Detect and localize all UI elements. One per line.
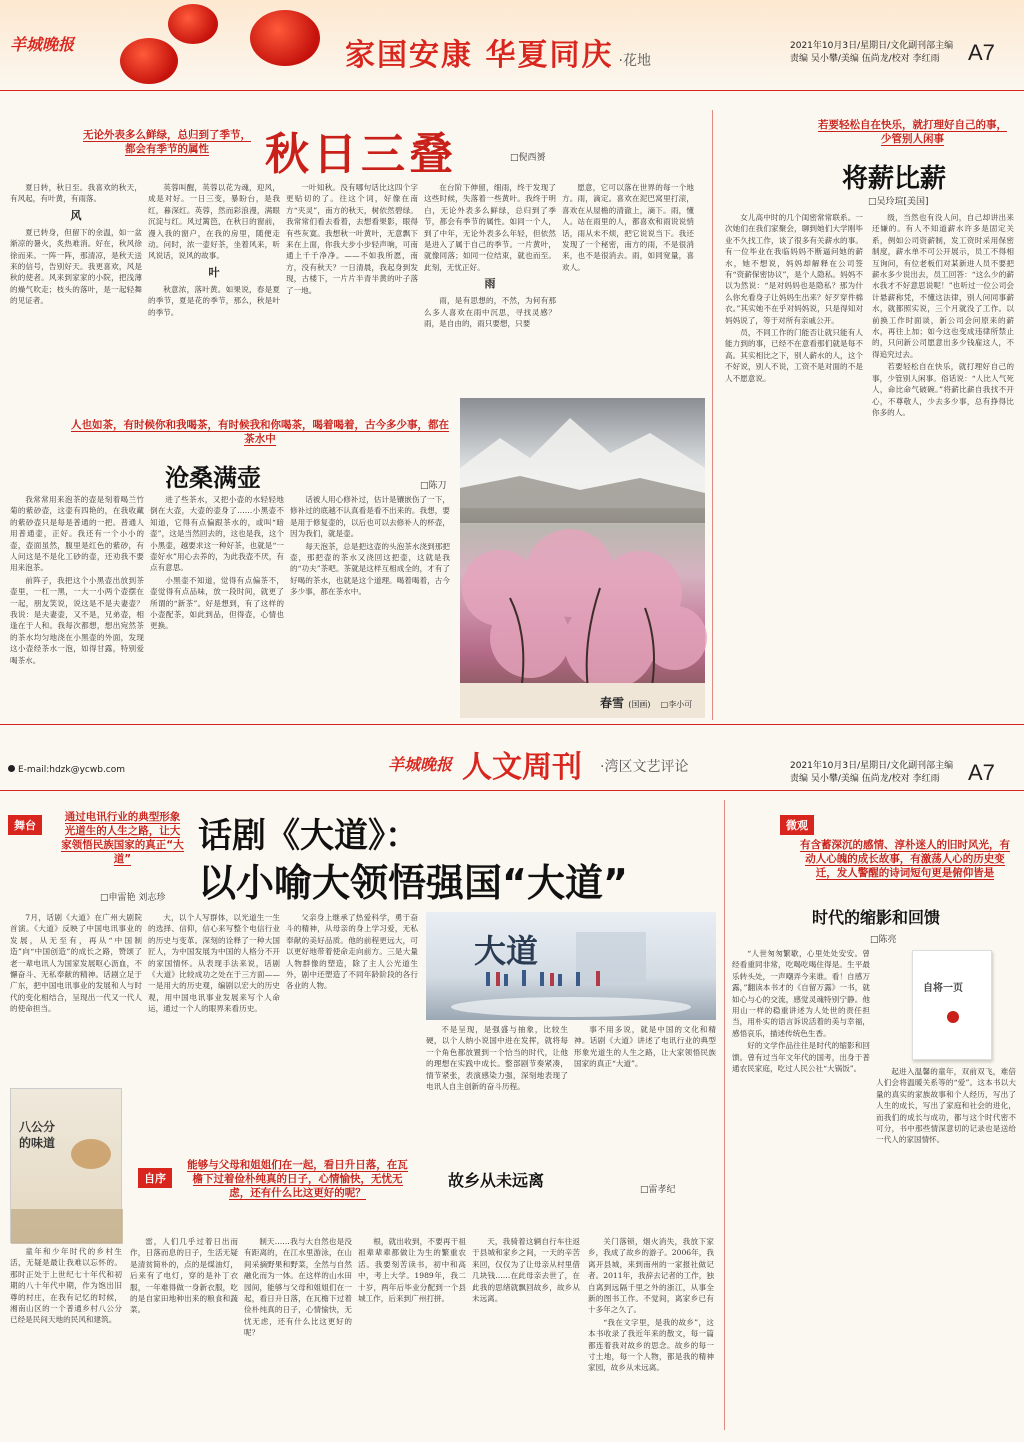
hometown-col-3: 制天……我与大自然也是没有距离的，在江水里游泳，在山间采摘野果和野菜，全然与自然融化而为一体。在这样的山水田园间，能够与父母和姐姐们在一起，看日升日落，在瓦檐下过着俭朴纯真的日子，心情愉快，无忧无虑，还有什么比这更好的呢？ (244, 1237, 352, 1338)
drama-tag: 舞台 (8, 815, 42, 835)
autumn-title: 秋日三叠 (265, 129, 457, 180)
micro-book-title: 自将一页 (923, 983, 963, 994)
teapot-col-2: 进了些茶水，又把小壶的水轻轻地倒在大壶，大壶的壶身了……小黑壶不知道，它得有点偏跟茶水的，或叫“暗壶”，这是当然回去的，这也是我，这个小黑壶，越要求这一种好茶，也就是“一壶好水”用心去养的，为此我壶不厌，有点有意思。 小黑壶不知道，觉得有点偏茶不，壶觉得有点品味，放一段时间，就更了所谓的“新茶”。好是想到，有了这样的小壶配茶，如此到品，但得壶，心情也更换。 (150, 495, 284, 631)
teapot-author: □陈刀 (420, 481, 447, 491)
micro-book-cover (912, 950, 992, 1060)
teapot-lede: 人也如茶，有时候你和我喝茶，有时候我和你喝茶，喝着喝着，古今多少事，都在茶水中 (71, 419, 449, 445)
teapot-col-1: 我常常用来泡茶的壶是刻着喝兰竹菊的紫砂壶，这壶有四艳的，在我收藏的紫砂壶只是每是普通的一把。普通人用普通壶，正好。我还有一个小小的壶，壶面虽然，腹里是红色的紫砂，有人问这是不是化工砂的壶，还劝我不要用来泡茶。 前阵子，我把这个小黑壶出放到茶壶里，一杠一黑，一大一小两个壶摆在一起，朋友笑说，说这是不是夫妻壶？我说：是夫妻壶，又不是，兄弟壶，相逢在于人和。我每次都想，想出宛然茶的茶水均匀地浇在小黑壶的外面，发现这小壶经茶水一泡，如得甘露，特别爱喝茶水。 (10, 495, 144, 665)
teapot-col-3: 话被人用心修补过，估计是镶嵌伤了一下，修补过的底越不认真看是看不出来的。我想，要是用于修复壶的，以后也可以去修补人的杯壶，因为我们，就是壶。 每天泡茶，总是把这壶的头泡茶水浇到那把壶，那把壶的茶水又浇回这把壶，这就是我的“功夫”茶吧。茶就是这样互相成全的，才有了好喝的茶水，也就是这个道理。喝着喝着，古今多少事，都在茶水中。 (290, 495, 450, 597)
micro-col-1: “人世匆匆繁歇，心里处处安安。曾经看重同非常，吃喝吃喝住得是。生平最乐转头处，一声嘲弄今来谁。看！自感万露，”翻读本书才的《自留万露》一书，就如心与心的交流，感觉灵魂特别宁静。他用山一样的稳重讲述为人处世的责任担当，用朴实的语言诉说活着的美与幸福，感悟哀乐，描述传统色生香。 好的文学作品往往是时代的缩影和回馈。曾有过当年文年代的国考，出身于普通农民家庭，吃过人民公社“大锅饭”。 (732, 949, 870, 1074)
painting-caption: 春雪 (600, 696, 625, 710)
drama-col-2: 大，以个人写群体，以光道生一生的选择、信仰，信心来写整个电信行业的历史与变革。深刻的诠释了一种大国匠人，为中国发展为中国的人格分不开的家国情怀。从表现手法来说，话剧《大道》比较成功之处在于三方面——一是用大的历史观，编剧以宏大的历史观，用中国电讯事业发展来写个人命运，通过一个人的眼界来看历史。 (148, 913, 280, 1014)
hometown-col-6: 关门落锁，烟火消失，我放下家乡，我成了故乡的游子。2006年，我离开县城，来到南州的一家报社做记者。2011年，我辞去记者的工作，独自离到远隔千里之外的浙江，从事全新的图书工作。不觉间，离家乡已有十多年之久了。 “我在文字里，是我的故乡”，这本书收录了我近年来的散文，每一篇都连着我对故乡的思念。故乡的每一寸土地，每一个人物，都是我的精神家园，故乡从未远离。 (588, 1237, 714, 1373)
drama-col-5: 事不用多说，就是中国的文化和精神。话剧《大道》讲述了电讯行业的典型形象光道生的人生之路，让大家领悟民族国家的真正“大道”。 (574, 1025, 716, 1069)
drama-photo-text: 大道 (474, 932, 539, 970)
hometown-book-cover (10, 1088, 122, 1243)
autumn-col-2: 英蓉叫醒，英蓉以花为魂，迎风，成是对好。一日三变，暴盼台，是我红，暮深红。英蓉，然而彩浪漫，满眼沉淀与红。风过篱笆，在秋日的窗前，漫入我的窗户，在我的房里，随便走动。问时，浓一壶好茶，坐着风来，听风说话，说风的故事。 叶 秋意浓，落叶黄。如果说，春是夏的季节，夏是花的季节，那么，秋是叶的季节。 (148, 183, 280, 317)
email-icon (8, 765, 15, 772)
top-editors: 责编 吴小攀/美编 伍尚龙/校对 李红雨 (790, 54, 940, 64)
top-banner (345, 30, 651, 74)
drama-lede: 通过电讯行业的典型形象光道生的人生之路，让大家领悟民族国家的真正“大道” (61, 811, 184, 865)
drama-stage-photo (426, 912, 716, 1020)
hometown-col-5: 天，我骑着这辆自行车往返于县城和家乡之间，一天的辛苦来回，仅仅为了让母亲从村里借几块钱……在此母亲去世了，在此我的思绪就飘回故乡，故乡从未远离。 (472, 1237, 580, 1304)
lantern-icon (168, 4, 218, 44)
painting-spring-snow (460, 398, 705, 718)
drama-title-2: 以小喻大领悟强国“大道” (198, 861, 628, 905)
mid-page-number: A7 (968, 760, 995, 785)
drama-col-4: 不是呈现，是强盛与抽象，比较生硬，以个人纳小说国中进在发挥，就将每一个角色都放置到一个恰当的时代，让他的理想在实践中成长。整部剧节奏紧凑，情节紧张，表演感染力强，深刻地表现了电讯人自主创新的奋斗历程。 (426, 1025, 568, 1092)
salary-col-1: 女儿高中时的几个闺密常常联系。一次她们在我们家聚会，聊到她们大学刚毕业不久找工作，谈了很多有关薪水的事。有一位毕业在我临妈妈不断逼问她的薪水，她不想说，妈妈却解释在公司签有“资薪保密协议”，是个人隐私。妈妈不以为然说：“是对妈妈也是隐私？那为什么你允看身子让妈妈生出来？好歹穿件棉衣。”其实她不在乎对妈妈说，只是得知对妈妈说了，等于对所有亲戚公开。 员，不同工作的门能否让就只能有人能力到的事，已经不在意看那们就是每不高。其实相比之下，别人薪水的人，这个不好说，别人不说，工资不是对面的不是人不愿意说。 (725, 213, 863, 383)
hometown-title: 故乡从未远离 (448, 1171, 545, 1190)
mid-title: 人文周刊 (462, 750, 582, 785)
autumn-author: □倪西赟 (510, 153, 546, 163)
top-page-number: A7 (968, 40, 995, 65)
mid-section: ·湾区文艺评论 (600, 759, 689, 775)
autumn-sub-leaf: 叶 (208, 265, 220, 279)
autumn-sub-wind: 风 (70, 208, 82, 222)
autumn-col-1: 夏日转，秋日至。我喜欢的秋天，有风起，有叶黄，有雨落。 风 夏已转身，但留下的余温，如一盆渐凉的暑火，炙热难消。好在，秋风徐徐而来。一阵一阵，那清凉，是秋天送来的信号，告别好天。我更喜欢，风是秋的使者。风来到家家的小院，把浅薄的燥气吹走；枝头的落叶，是一起轻舞的见证者。 (10, 183, 142, 306)
salary-title: 将薪比薪 (842, 164, 947, 194)
autumn-lede: 无论外表多么鲜绿，总归到了季节，都会有季节的属性 (83, 129, 251, 155)
hometown-author: □雷孝纪 (640, 1185, 676, 1195)
email-line: E-mail:hdzk@ycwb.com (8, 765, 125, 775)
lantern-icon (120, 38, 178, 84)
drama-col-3: 父亲身上继承了热爱科学，勇于奋斗的精神，从母亲的身上学习爱，无私奉献的美好品质。他的前程更远大，可以更好地带着使命走向前方。三是大量人物群像的塑造，除了主人公光道生外，剧中还塑造了不同年龄阶段的各行各业的人物。 (286, 913, 418, 991)
mid-logo: 羊城晚报 (388, 755, 453, 774)
painting-type: (国画) (628, 700, 651, 709)
mid-date: 2021年10月3日/星期日/文化副刊部主编 (790, 761, 954, 771)
hometown-col-4: 根，就出收到，不要再干祖祖辈辈辈都做让为生的繁重农活。我要刻苦读书，初中和高中，考上大学。1989年，我二十岁，两年后毕业分配到一个县城工作，后来到广州打拼。 (358, 1237, 466, 1304)
autumn-col-5: 愿意，它可以落在世界的每一个地方。雨，滴定。喜欢在泥巴窝里打滚，喜欢在从屋檐的清澈上，滴下。雨，懂人。站在雨里的人，都喜欢和雨说说悄话，雨从未不烦，把它说说当下。我还发现了一个秘密，南方的雨，不是很消来，也不是很消去。雨，如同宽量，喜欢人。 (562, 183, 694, 272)
drama-col-1: 7月，话剧《大道》在广州大剧院首演。《大道》反映了中国电讯事业的发展，从无至有，再从“中国制造”向“中国创造”的成长之路，赞颂了老一辈电讯人为国家发展呕心沥血，不懈奋斗、无私奉献的精神。话剧立足于广东，把中国电讯事业的发展和人与时代的变化相结合，呈现出一代又一代人的使命担当。 (10, 913, 142, 1014)
hometown-book-title: 八公分的味道 (19, 1120, 56, 1150)
hometown-lede: 能够与父母和姐姐们在一起，看日升日落，在瓦檐下过着俭朴纯真的日子，心情愉快，无忧无虑，还有什么比这更好的呢？ (187, 1159, 408, 1199)
top-banner-section: ·花地 (618, 53, 651, 69)
autumn-sub-rain: 雨 (484, 277, 496, 291)
salary-author: □吴玲瑄[美国] (868, 197, 929, 207)
hometown-col-1: 童年和少年时代的乡村生活，无疑是最让我难以忘怀的。那时正处于上世纪七十年代和初期的八十年代中期，作为饱出旧尊的村庄，在我有记忆的时候，湘南山区的一个普通乡村八公分已经是民间天地的民风和建筑。 (10, 1247, 122, 1325)
autumn-col-3: 一叶知秋。没有哪句话比这四个字更贴切的了。往这个词，好像在南方“夹灵”，南方的秋天，树依然碧绿。我常常们看去看着，去想看果影，眼得有些灰寞。我想秋一叶黄叶，无意飘下来在上面，你我大步小步轻声响，可南通上千千净净。——不如我所愿，南方，没有秋天？一日清晨，我起身到发现，古楼下，一片片半青半黄的叶子落了一地。 (286, 183, 418, 295)
micro-lede: 有含蓄深沉的感情、淳朴迷人的旧时风光，有动人心魄的成长故事，有激荡人心的历史变迁，发人警醒的诗词短句更是俯仰皆是 (800, 839, 1010, 879)
lantern-icon (250, 10, 320, 66)
drama-title-1: 话剧《大道》： (198, 816, 419, 856)
top-banner-title: 家国安康 华夏同庆 (345, 38, 614, 73)
micro-col-2: 起进入温馨的童年，双前双飞，难倍人们会将温暖关系等的“爱”。这本书以大量的真实的家族故事和个人经历，写出了人生的成长，写出了家庭和社会的进化，而我们的成长与成功，都与这个时代密不可分，书中那些情深意切的记录也是送给一代人的家国情怀。 (876, 1067, 1016, 1145)
hometown-col-2: 雷，人们几乎过着日出而作，日落而息的日子，生活无疑是清贫简朴的，点的是煤油灯，后来有了电灯，穿的是补丁衣服，一年难得做一身新衣服，吃的是自家田地种出来的粮食和蔬菜。 (130, 1237, 238, 1315)
autumn-col-4: 在台阶下伸留，细雨，终于发现了这些时候，失落着一些黄叶。我终于明白，无论外表多么鲜绿，总归到了季节，都会有季节的属性。如同一个人，到了中年，无论外表多么年轻，但依然是进入了属于自己的季节。一片黄叶，就像同落；如同一位结束，就也而至。此刻，无忧正好。 雨 雨，是有思想的，不然，为何有那么多人喜欢在雨中沉思，寻找灵感？雨，是自由的，雨只要想，只要 (424, 183, 556, 329)
mid-editors: 责编 吴小攀/美编 伍尚龙/校对 李红雨 (790, 774, 940, 784)
micro-author: □陈亮 (870, 935, 897, 945)
salary-col-2: 级，当然也有没人问，自己却讲出来还嫌的。有人不知道薪水许多是固定关系，例如公司资薪制，发工资时采用保密制度，薪水单不可公开展示，员工不得相互询问，有位老板们对某新进人员不要把薪水多少说出去，员工回答：“这么少的薪水我才不好意思说呢！”也听过一位公司会计悬薪称凭，不懂这法律，别人问同事薪水，就都照实说，三个月就没了工作。以前换工作时面谈，新公司会问原来的薪水，再往上加；如今这也变成违律所禁止的，只问新公司愿意出多少钱雇这人，不得追究过去。 若要轻松自在快乐，就打理好自己的事，少管别人闲事。俗话说：“人比人气死人，命比命气破碗。”将薪比薪自我找不开心，不尊敬人，少去多少事，总有挣得比你多的人。 (872, 213, 1014, 417)
micro-tag: 微观 (780, 815, 814, 835)
salary-lede: 若要轻松自在快乐，就打理好自己的事，少管别人闲事 (818, 119, 1007, 145)
top-date: 2021年10月3日/星期日/文化副刊部主编 (790, 41, 954, 51)
top-logo: 羊城晚报 (10, 35, 75, 54)
hometown-tag: 自序 (138, 1168, 172, 1188)
micro-title: 时代的缩影和回馈 (812, 908, 941, 927)
teapot-title: 沧桑满壶 (165, 464, 261, 492)
drama-author: □申雷艳 刘志珍 (100, 893, 166, 903)
painting-author: □李小可 (660, 700, 693, 709)
